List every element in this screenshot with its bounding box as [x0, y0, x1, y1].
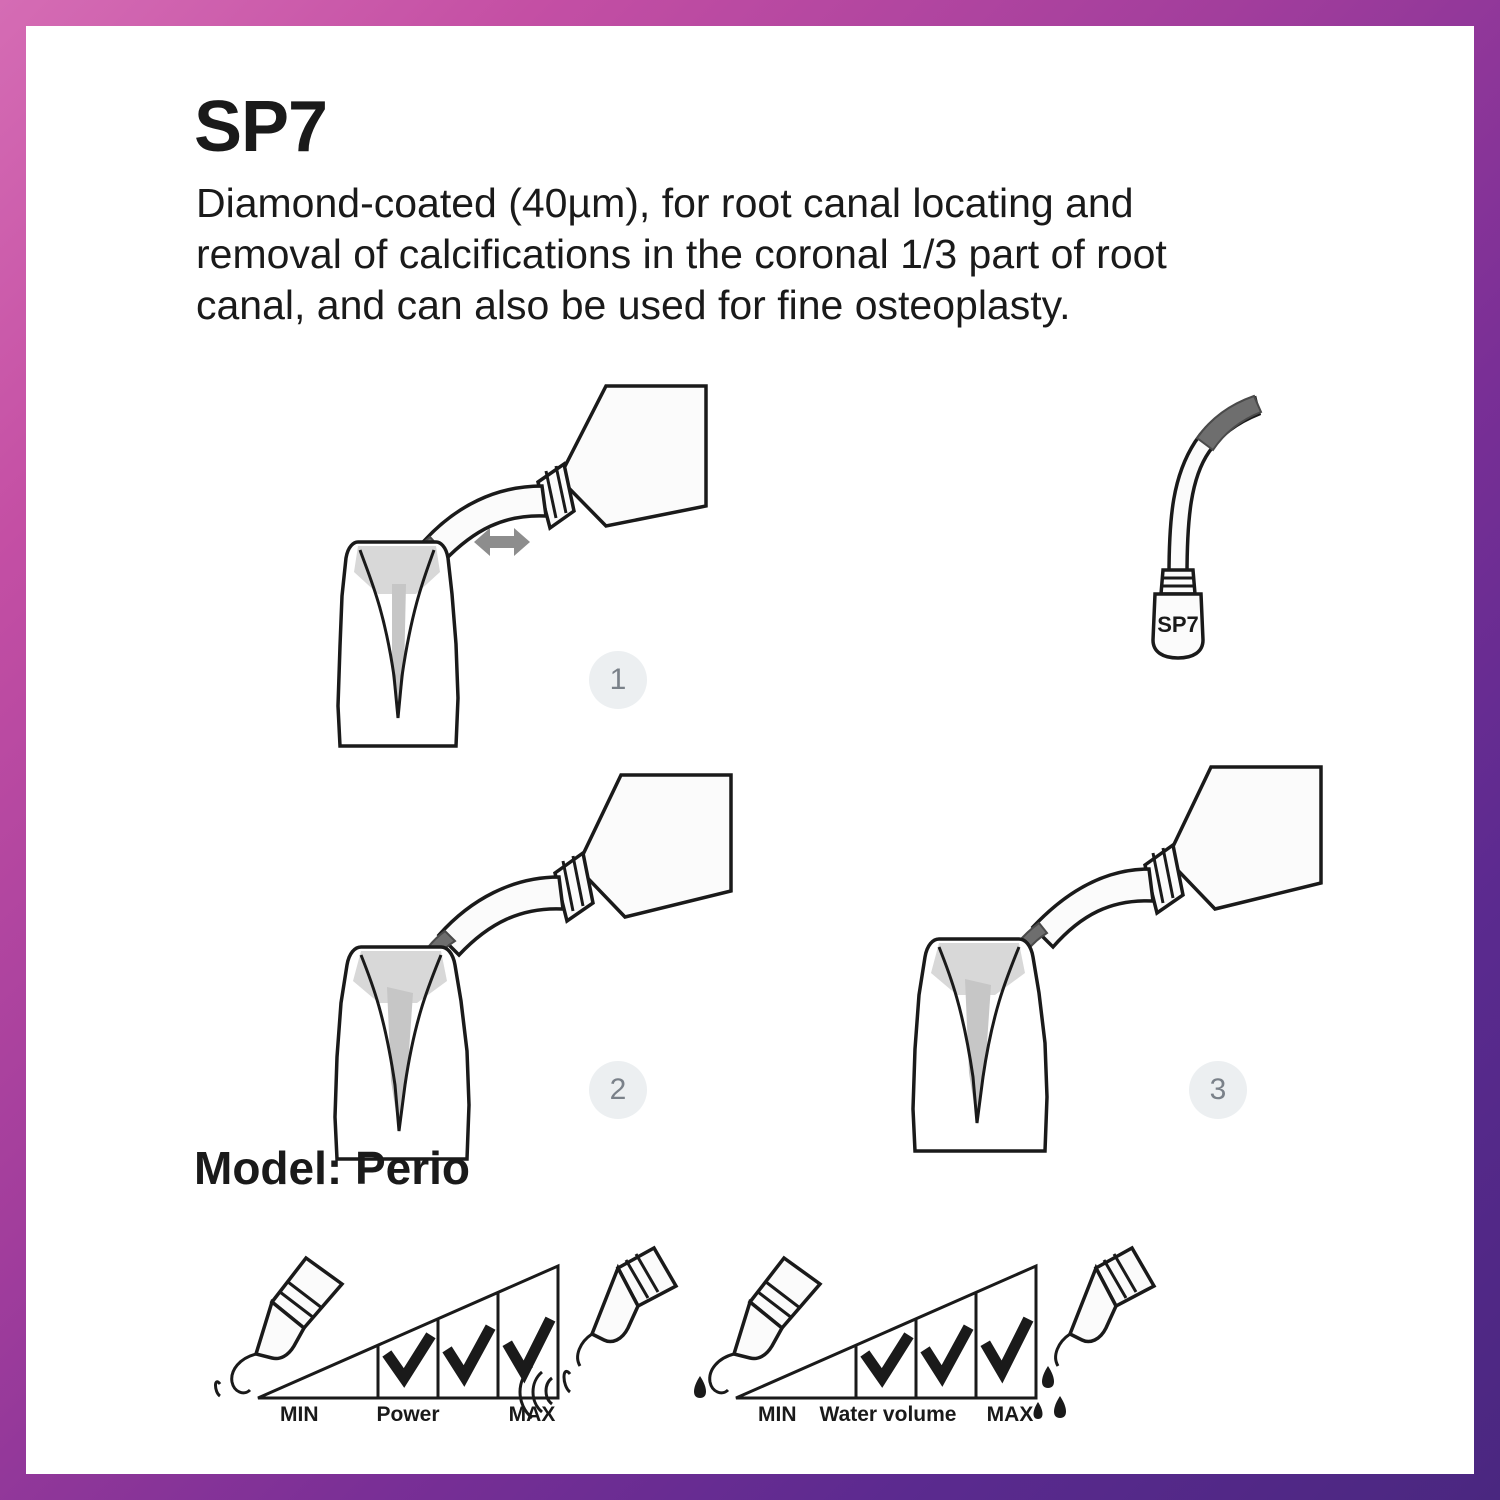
gauge-power-title: Power	[376, 1403, 440, 1426]
gauge-row	[176, 1206, 1326, 1446]
tip-label: SP7	[1157, 612, 1199, 637]
illustration-tip-sp7	[1091, 356, 1311, 676]
illustration-step-3	[881, 741, 1341, 1171]
illustration-step-1	[306, 346, 726, 766]
step-badge-2: 2	[589, 1061, 647, 1119]
gauge-power	[216, 1248, 677, 1426]
scaler-tip-icon-water	[694, 1258, 820, 1398]
gauge-power-checks	[390, 1324, 548, 1378]
gauge-power-min-label: MIN	[280, 1403, 319, 1426]
gauge-water-title: Water volume	[819, 1403, 957, 1426]
gauge-power-max-label: MAX	[508, 1403, 556, 1426]
page-title: SP7	[194, 87, 328, 167]
product-description: Diamond-coated (40µm), for root canal locating and removal of calcifications in the coronal 1/3 part of root canal, and can also be used for fine osteoplasty.	[196, 180, 1167, 328]
step-badge-1: 1	[589, 651, 647, 709]
gauge-water-max-label: MAX	[986, 1403, 1034, 1426]
gauge-water-checks	[868, 1324, 1026, 1378]
model-label: Model: Perio	[194, 1142, 471, 1194]
scaler-tip-icon-power	[216, 1258, 343, 1396]
scaler-tip-icon-water-right	[1034, 1248, 1155, 1419]
gauge-water-volume	[694, 1248, 1154, 1426]
illustration-step-2	[291, 741, 751, 1171]
step-badge-3: 3	[1189, 1061, 1247, 1119]
gauge-water-min-label: MIN	[758, 1403, 797, 1426]
poster-content	[26, 26, 1474, 1474]
